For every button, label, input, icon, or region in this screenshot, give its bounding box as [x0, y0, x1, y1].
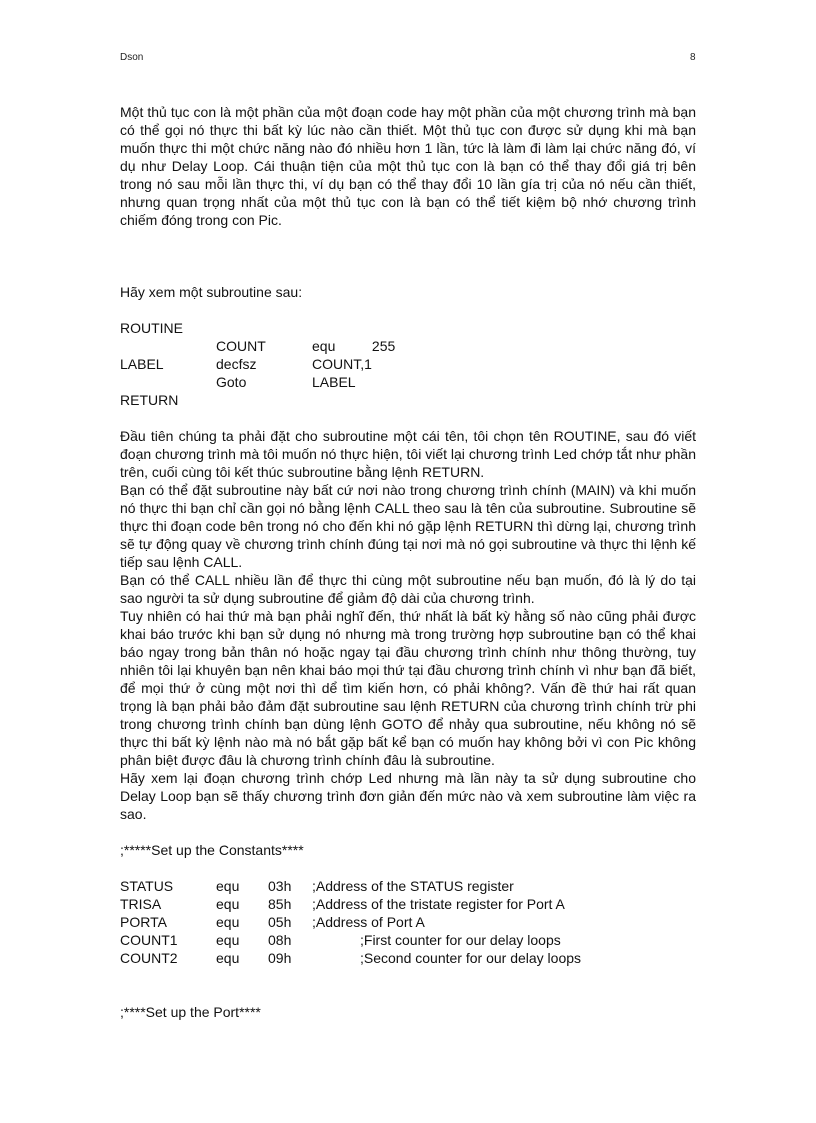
constant-comment-text: ;Second counter for our delay loops	[360, 950, 582, 966]
constants-comment: ;*****Set up the Constants****	[120, 842, 304, 858]
constant-comment	[312, 931, 581, 949]
code-cell: ROUTINE	[120, 320, 183, 336]
code-cell	[372, 391, 395, 409]
explanation-block	[120, 427, 696, 823]
constant-comment: ;Address of the tristate register for Port A	[312, 896, 565, 912]
code-cell: equ	[312, 338, 336, 354]
constant-op: equ	[216, 896, 240, 912]
code-cell: LABEL	[312, 374, 356, 390]
constant-value: 85h	[268, 896, 292, 912]
routine-code-block	[120, 319, 395, 409]
code-cell	[216, 391, 312, 409]
constant-comment	[312, 949, 581, 967]
code-cell: COUNT	[216, 338, 266, 354]
constant-line	[120, 949, 581, 967]
constant-op: equ	[216, 932, 240, 948]
code-cell	[120, 373, 216, 391]
constant-comment: ;Address of the STATUS register	[312, 878, 514, 894]
page-body	[120, 103, 696, 1021]
constant-name: PORTA	[120, 914, 167, 930]
code-cell: LABEL	[120, 356, 164, 372]
example-heading: Hãy xem một subroutine sau:	[120, 284, 303, 300]
constant-line	[120, 877, 581, 895]
constant-name: COUNT1	[120, 932, 178, 948]
code-cell: 255	[371, 338, 396, 354]
code-cell: decfsz	[216, 356, 257, 372]
routine-code-line	[120, 391, 395, 409]
constant-op: equ	[216, 914, 240, 930]
code-cell	[372, 355, 395, 373]
constant-name: TRISA	[120, 896, 162, 912]
constant-line	[120, 913, 581, 931]
code-cell	[372, 373, 395, 391]
constant-line	[120, 895, 581, 913]
header-author: Dson	[120, 52, 144, 63]
code-cell	[312, 391, 372, 409]
constant-name: COUNT2	[120, 950, 178, 966]
page-number: 8	[690, 52, 696, 63]
constant-comment: ;Address of Port A	[312, 914, 425, 930]
code-cell	[312, 319, 372, 337]
code-cell	[216, 319, 312, 337]
constant-comment-text: ;First counter for our delay loops	[360, 932, 561, 948]
constant-line	[120, 931, 581, 949]
code-cell: COUNT,1	[312, 356, 372, 372]
explanation-paragraph: Bạn có thể CALL nhiều lần để thực thi cùng một subroutine nếu bạn muốn, đó là lý do tại sao người ta sử dụng subroutine để giảm độ dài của chương trình.	[120, 572, 696, 606]
port-comment: ;****Set up the Port****	[120, 1004, 261, 1020]
code-cell: Goto	[216, 374, 247, 390]
constants-code-block	[120, 877, 581, 967]
explanation-paragraph: Bạn có thể đặt subroutine này bất cứ nơi nào trong chương trình chính (MAIN) và khi muốn nó thực thi bạn chỉ cần gọi nó bằng lệnh CALL theo sau là tên của subroutine. Subroutine sẽ thực thi đoạn code bên trong nó cho đến khi nó gặp lệnh RETURN thì dừng lại, chương trình sẽ tự động quay về chương trình chính đúng tại nơi mà nó gọi subroutine và thực thi lệnh kế tiếp sau lệnh CALL.	[120, 482, 696, 570]
constant-name: STATUS	[120, 878, 174, 894]
explanation-paragraph: Hãy xem lại đoạn chương trình chớp Led nhưng mà lần này ta sử dụng subroutine cho Delay Loop bạn sẽ thấy chương trình đơn giản đến mức nào và xem subroutine làm việc ra sao.	[120, 770, 696, 822]
routine-code-line	[120, 373, 395, 391]
code-cell	[372, 319, 395, 337]
routine-code-line	[120, 337, 395, 355]
routine-code-line	[120, 319, 395, 337]
explanation-paragraph: Đầu tiên chúng ta phải đặt cho subroutine một cái tên, tôi chọn tên ROUTINE, sau đó viết đoạn chương trình mà tôi muốn nó thực hiện, tôi viết lại chương trình Led chớp tắt như phần trên, cuối cùng tôi kết thúc subroutine bằng lệnh RETURN.	[120, 428, 696, 480]
constant-op: equ	[216, 878, 240, 894]
code-cell: RETURN	[120, 392, 179, 408]
constant-value: 03h	[268, 878, 292, 894]
constant-value: 05h	[268, 914, 292, 930]
constant-value: 09h	[268, 950, 292, 966]
explanation-paragraph: Tuy nhiên có hai thứ mà bạn phải nghĩ đến, thứ nhất là bất kỳ hằng số nào cũng phải được khai báo trước khi bạn sử dụng nó nhưng mà trong trường hợp subroutine bạn có thể khai báo ngay trong bản thân nó hoặc ngay tại đầu chương trình chính như thông thường, tuy nhiên tôi lại khuyên bạn nên khai báo mọi thứ tại đầu chương trình chính vì như bạn đã biết, để mọi thứ ở cùng một nơi thì dể tìm kiến hơn, có phải không?. Vấn đề thứ hai rất quan trọng là bạn phải bảo đảm đặt subroutine sau lệnh RETURN của chương trình chính trừ phi trong chương trình chính bạn dùng lệnh GOTO để nhảy qua subroutine, nếu không nó sẽ thực thi bất kỳ lệnh nào mà nó bắt gặp bất kể bạn có muốn hay không bởi vì con Pic không phân biệt được đâu là chương trình chính đâu là subroutine.	[120, 608, 696, 768]
code-cell	[120, 337, 216, 355]
constant-value: 08h	[268, 932, 292, 948]
constant-op: equ	[216, 950, 240, 966]
routine-code-line	[120, 355, 395, 373]
intro-paragraph: Một thủ tục con là một phần của một đoạn code hay một phần của một chương trình mà bạn có thể gọi nó thực thi bất kỳ lúc nào cần thiết. Một thủ tục con được sử dụng khi mà bạn muốn thực thi một chức năng nào đó nhiều hơn 1 lần, tức là làm đi làm lại chức năng đó, ví dụ như Delay Loop. Cái thuận tiện của một thủ tục con là bạn có thể thay đổi giá trị bên trong nó sau mỗi lần thực thi, ví dụ bạn có thể thay đổi 10 lần gía trị của nó nếu cần thiết, nhưng quan trọng nhất của một thủ tục con là bạn có thể tiết kiệm bộ nhớ chương trình chiếm đóng trong con Pic.	[120, 104, 696, 228]
